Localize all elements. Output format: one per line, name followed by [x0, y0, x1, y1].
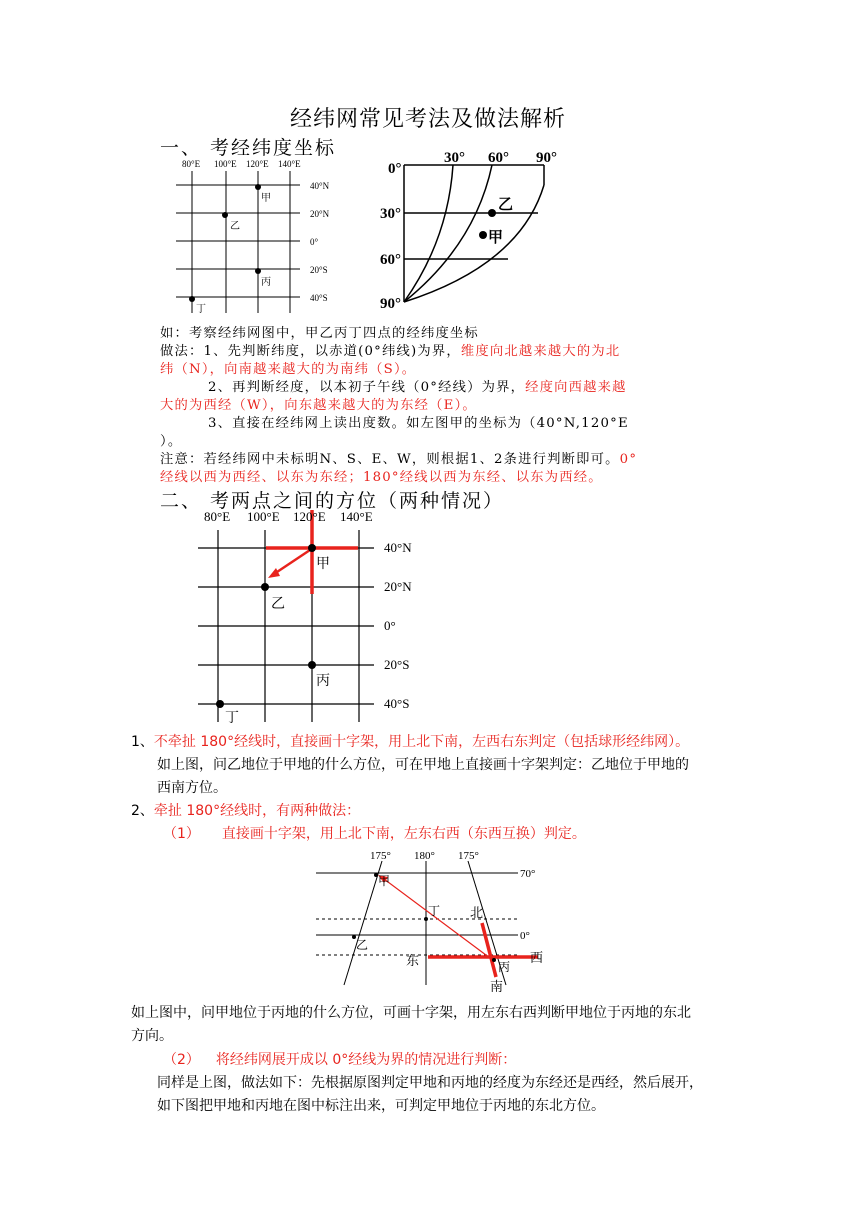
polar-lon-label: 30° — [444, 150, 465, 166]
item2-highlight: 牵扯 180°经线时，有两种做法： — [153, 803, 361, 819]
direction-south: 南 — [490, 979, 504, 994]
point-jia — [255, 184, 261, 190]
note-highlight: 0° — [619, 452, 638, 467]
direction-north: 北 — [470, 905, 484, 920]
note — [160, 448, 637, 467]
method3-cont: ）。 — [160, 434, 183, 449]
direction-east: 东 — [406, 953, 420, 968]
lon-label: 120°E — [293, 509, 326, 524]
polar-lat-label: 60° — [380, 252, 401, 268]
para2-cont: 方向。 — [131, 1028, 173, 1044]
point-label: 甲 — [488, 230, 504, 246]
lon-label: 175° — [458, 850, 479, 862]
polar-grid — [380, 145, 580, 315]
sub2-highlight: 将经纬网展开成以 0°经线为界的情况进行判断： — [215, 1052, 517, 1068]
polar-lat-label: 30° — [380, 206, 401, 222]
point-label: 乙 — [230, 221, 240, 232]
sub2-number: （2） — [163, 1052, 200, 1068]
method1-highlight: 维度向北越来越大的为北 — [460, 344, 621, 359]
lon-label: 80°E — [182, 159, 201, 169]
polar-lon-label: 60° — [488, 150, 509, 166]
lat-lon-grid-direction — [196, 508, 416, 728]
section1-heading: 一、 考经纬度坐标 — [160, 137, 337, 159]
lon-label: 80°E — [204, 509, 231, 524]
point-label: 丁 — [225, 711, 239, 726]
polar-lon-label: 90° — [536, 150, 557, 166]
point-jia — [479, 231, 487, 239]
sub1-highlight: 直接画十字架，用上北下南，左东右西（东西互换）判定。 — [221, 826, 586, 842]
method1-cont: 纬（N），向南越来越大的为南纬（S）。 — [160, 362, 417, 377]
item2-number: 2、 — [131, 803, 154, 819]
method2 — [208, 376, 627, 395]
note-text: 注意：若经纬网中未标明N、S、E、W，则根据1、2条进行判断即可。 — [160, 452, 620, 467]
point-bing — [492, 958, 496, 962]
lon-label: 100°E — [247, 509, 280, 524]
item1 — [131, 731, 689, 751]
lat-label: 20°S — [310, 265, 328, 275]
lat-label: 40°S — [384, 696, 410, 711]
point-label: 甲 — [261, 193, 271, 204]
method3: 3、直接在经纬网上读出度数。如左图甲的坐标为（40°N,120°E — [208, 416, 629, 431]
method2-cont: 大的为西经（W），向东越来越大的为东经（E）。 — [160, 398, 477, 413]
lat-label: 40°S — [310, 293, 328, 303]
lon-label: 140°E — [278, 159, 301, 169]
lat-label: 0° — [384, 618, 396, 633]
lon-label: 140°E — [340, 509, 373, 524]
lon-label: 120°E — [246, 159, 269, 169]
sub1 — [163, 823, 586, 843]
point-label: 乙 — [498, 197, 514, 213]
point-label: 甲 — [378, 874, 391, 888]
lat-label: 70° — [520, 868, 536, 880]
question-text: 如：考察经纬网图中，甲乙丙丁四点的经纬度坐标 — [160, 326, 479, 341]
point-bing — [308, 661, 316, 669]
sub2 — [163, 1049, 516, 1069]
item1-number: 1、 — [131, 734, 154, 750]
item2 — [131, 800, 360, 820]
point-label: 丁 — [428, 904, 441, 918]
para3: 同样是上图，做法如下：先根据原图判定甲地和丙地的经度为东经还是西经，然后展开， — [157, 1075, 703, 1091]
page-title: 经纬网常见考法及做法解析 — [290, 107, 567, 132]
point-label: 丁 — [196, 304, 206, 315]
point-label: 乙 — [356, 938, 369, 952]
point-yi — [488, 209, 496, 217]
point-label: 丙 — [316, 674, 330, 689]
method1-text: 做法：1、先判断纬度，以赤道(0°纬线)为界， — [160, 344, 461, 359]
note-cont: 经线以西为西经、以东为东经；180°经线以西为东经、以东为西经。 — [160, 470, 603, 485]
method2-highlight: 经度向西越来越 — [525, 380, 627, 395]
point-yi — [222, 212, 228, 218]
direction-arrow — [274, 550, 310, 574]
item1-highlight: 不牵扯 180°经线时，直接画十字架，用上北下南，左西右东判定（包括球形经纬网）。 — [153, 734, 690, 750]
lon-label: 100°E — [214, 159, 237, 169]
point-label: 甲 — [316, 557, 330, 572]
section2-heading: 二、 考两点之间的方位（两种情况） — [160, 490, 505, 512]
lat-label: 0° — [520, 930, 530, 942]
method1 — [160, 340, 620, 359]
method2-text: 2、再判断经度，以本初子午线（0°经线）为界， — [208, 380, 526, 395]
para3-cont: 如下图把甲地和丙地在图中标注出来，可判定甲地位于丙地的东北方位。 — [157, 1098, 605, 1114]
point-label: 丙 — [261, 277, 271, 288]
meridian-180-diagram — [314, 845, 554, 995]
lat-label: 20°S — [384, 657, 410, 672]
point-yi — [261, 583, 269, 591]
lat-lon-grid-small — [168, 155, 368, 315]
sub1-number: （1） — [163, 826, 200, 842]
lat-label: 40°N — [384, 540, 412, 555]
point-label: 丙 — [498, 960, 511, 974]
polar-lon-label: 0° — [388, 161, 402, 177]
para2: 如上图中，问甲地位于丙地的什么方位，可画十字架，用左东右西判断甲地位于丙地的东北 — [131, 1005, 691, 1021]
point-label: 乙 — [271, 597, 285, 612]
point-ding — [216, 700, 224, 708]
point-ding — [189, 296, 195, 302]
item1-desc: 如上图，问乙地位于甲地的什么方位，可在甲地上直接画十字架判定：乙地位于甲地的 — [157, 757, 689, 773]
lat-label: 0° — [310, 237, 319, 247]
direction-west: 西 — [530, 950, 544, 965]
lat-label: 40°N — [310, 181, 330, 191]
arrow-head — [268, 568, 280, 578]
lat-label: 20°N — [310, 209, 330, 219]
point-jia — [308, 544, 316, 552]
lon-label: 175° — [370, 850, 391, 862]
point-bing — [255, 268, 261, 274]
polar-lat-label: 90° — [380, 296, 401, 312]
lon-label: 180° — [414, 850, 435, 862]
item1-desc-cont: 西南方位。 — [157, 780, 227, 796]
lat-label: 20°N — [384, 579, 412, 594]
